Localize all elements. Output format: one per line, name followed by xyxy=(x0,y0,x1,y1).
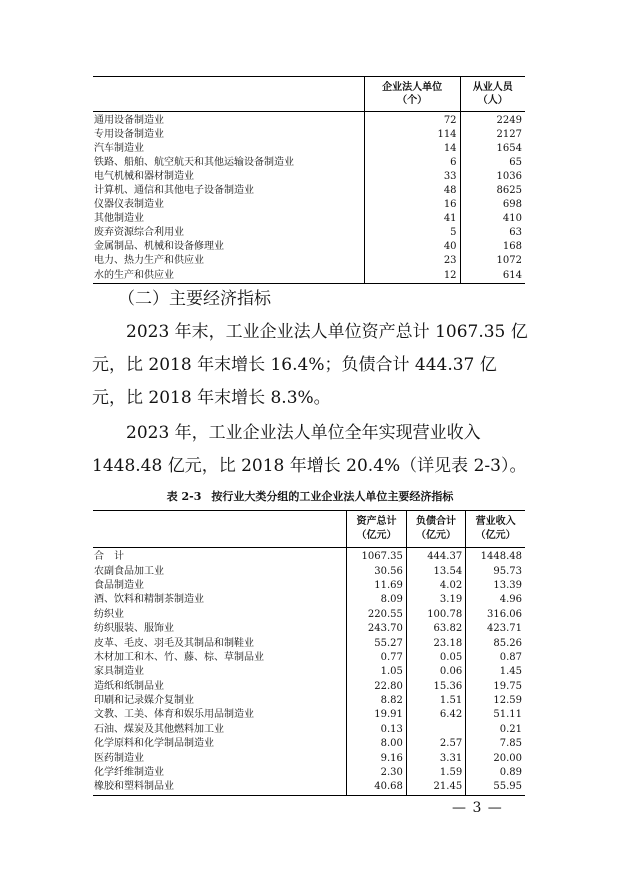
revenue-value: 316.06 xyxy=(466,608,525,622)
revenue-column-header xyxy=(466,511,525,548)
liabilities-column-header xyxy=(406,511,465,548)
table-caption-title: 按行业大类分组的工业企业法人单位主要经济指标 xyxy=(211,490,454,503)
assets-value: 22.80 xyxy=(347,680,407,694)
units-value: 23 xyxy=(364,254,460,268)
revenue-header-label: 营业收入 xyxy=(475,516,516,527)
industry-name: 石油、煤炭及其他燃料加工业 xyxy=(94,723,224,735)
table-row xyxy=(93,564,525,578)
assets-value: 220.55 xyxy=(347,608,407,622)
table-row xyxy=(93,226,525,240)
industry-column-header xyxy=(93,511,347,548)
assets-value: 30.56 xyxy=(347,564,407,578)
assets-value: 9.16 xyxy=(347,751,407,765)
table-row xyxy=(93,184,525,198)
table-row xyxy=(93,156,525,170)
table-row xyxy=(93,170,525,184)
table-row xyxy=(93,112,525,129)
table-row xyxy=(93,548,525,565)
industry-name: 家具制造业 xyxy=(94,666,144,678)
employees-value: 1654 xyxy=(460,142,525,156)
industry-name: 专用设备制造业 xyxy=(94,129,164,141)
assets-value: 8.82 xyxy=(347,694,407,708)
table-row xyxy=(93,269,525,284)
revenue-value: 55.95 xyxy=(466,780,525,795)
table-row xyxy=(93,579,525,593)
table-caption xyxy=(0,490,620,504)
employees-value: 2127 xyxy=(460,128,525,142)
section-heading: （二）主要经济指标 xyxy=(118,289,271,309)
industry-name: 通用设备制造业 xyxy=(94,115,164,127)
liabilities-value: 6.42 xyxy=(406,708,465,722)
industry-name: 电气机械和器材制造业 xyxy=(94,171,194,183)
table-row xyxy=(93,751,525,765)
liabilities-value xyxy=(406,723,465,737)
liabilities-value: 3.19 xyxy=(406,593,465,607)
page-number: — 3 — xyxy=(452,800,503,816)
liabilities-header-label: 负债合计 xyxy=(416,516,457,527)
liabilities-value: 21.45 xyxy=(406,780,465,795)
employees-value: 1036 xyxy=(460,170,525,184)
table-row xyxy=(93,608,525,622)
table-header-row xyxy=(93,511,525,548)
liabilities-value: 100.78 xyxy=(406,608,465,622)
revenue-value: 7.85 xyxy=(466,737,525,751)
employees-value: 8625 xyxy=(460,184,525,198)
employees-value: 410 xyxy=(460,212,525,226)
assets-value: 40.68 xyxy=(347,780,407,795)
table-row xyxy=(93,240,525,254)
table-row xyxy=(93,723,525,737)
employees-value: 65 xyxy=(460,156,525,170)
assets-value: 1.05 xyxy=(347,665,407,679)
assets-value: 2.30 xyxy=(347,766,407,780)
units-value: 72 xyxy=(364,112,460,129)
liabilities-value: 0.05 xyxy=(406,651,465,665)
industry-employment-table xyxy=(93,76,525,284)
industry-name: 酒、饮料和精制茶制造业 xyxy=(94,594,204,606)
units-header-label: 企业法人单位 xyxy=(382,82,443,93)
industry-name: 汽车制造业 xyxy=(94,143,144,155)
liabilities-value: 1.51 xyxy=(406,694,465,708)
units-value: 5 xyxy=(364,226,460,240)
industry-name: 橡胶和塑料制品业 xyxy=(93,780,347,795)
industry-column-header xyxy=(93,77,364,112)
table-header-row xyxy=(93,77,525,112)
units-value: 16 xyxy=(364,198,460,212)
units-value: 48 xyxy=(364,184,460,198)
assets-value: 243.70 xyxy=(347,622,407,636)
employees-value: 63 xyxy=(460,226,525,240)
industry-name: 电力、热力生产和供应业 xyxy=(94,255,204,267)
industry-name: 金属制品、机械和设备修理业 xyxy=(94,241,224,253)
employees-value: 614 xyxy=(460,269,525,284)
industry-name: 仪器仪表制造业 xyxy=(94,199,164,211)
revenue-value: 0.89 xyxy=(466,766,525,780)
table-row xyxy=(93,780,525,795)
assets-value: 0.13 xyxy=(347,723,407,737)
revenue-value: 1.45 xyxy=(466,665,525,679)
industry-name: 文教、工美、体育和娱乐用品制造业 xyxy=(94,709,254,721)
table-row xyxy=(93,651,525,665)
table-row xyxy=(93,142,525,156)
units-column-header xyxy=(364,77,460,112)
employees-header-unit: （人） xyxy=(477,95,508,106)
assets-value: 8.09 xyxy=(347,593,407,607)
liabilities-value: 0.06 xyxy=(406,665,465,679)
industry-name: 合 计 xyxy=(94,551,124,563)
revenue-value: 1448.48 xyxy=(466,548,525,565)
liabilities-value: 3.31 xyxy=(406,751,465,765)
employees-value: 2249 xyxy=(460,112,525,129)
table-caption-number: 表 2-3 xyxy=(166,490,202,503)
assets-value: 0.77 xyxy=(347,651,407,665)
table-row xyxy=(93,708,525,722)
industry-name: 木材加工和木、竹、藤、棕、草制品业 xyxy=(94,651,264,663)
assets-header-label: 资产总计 xyxy=(356,516,397,527)
assets-value: 8.00 xyxy=(347,737,407,751)
industry-name: 其他制造业 xyxy=(94,213,144,225)
revenue-value: 4.96 xyxy=(466,593,525,607)
industry-name: 皮革、毛皮、羽毛及其制品和制鞋业 xyxy=(94,637,254,649)
revenue-value: 19.75 xyxy=(466,680,525,694)
revenue-value: 12.59 xyxy=(466,694,525,708)
industry-name: 化学纤维制造业 xyxy=(94,767,164,779)
industry-name: 纺织服装、服饰业 xyxy=(94,623,174,635)
industry-name: 计算机、通信和其他电子设备制造业 xyxy=(94,185,254,197)
table-row xyxy=(93,737,525,751)
industry-name: 废弃资源综合利用业 xyxy=(94,227,184,239)
liabilities-value: 4.02 xyxy=(406,579,465,593)
employees-column-header xyxy=(460,77,525,112)
industry-name: 造纸和纸制品业 xyxy=(94,680,164,692)
revenue-value: 95.73 xyxy=(466,564,525,578)
industry-name: 纺织业 xyxy=(94,608,124,620)
employees-value: 168 xyxy=(460,240,525,254)
assets-value: 11.69 xyxy=(347,579,407,593)
revenue-value: 20.00 xyxy=(466,751,525,765)
employees-value: 698 xyxy=(460,198,525,212)
revenue-paragraph: 2023 年，工业企业法人单位全年实现营业收入 1448.48 亿元，比 2018 年增长 20.4%（详见表 2-3）。 xyxy=(92,423,527,476)
liabilities-value: 23.18 xyxy=(406,636,465,650)
units-value: 6 xyxy=(364,156,460,170)
table-row xyxy=(93,766,525,780)
units-value: 14 xyxy=(364,142,460,156)
assets-header-unit: （亿元） xyxy=(356,530,397,541)
table-row xyxy=(93,198,525,212)
industry-name: 医药制造业 xyxy=(94,752,144,764)
assets-value: 55.27 xyxy=(347,636,407,650)
revenue-value: 85.26 xyxy=(466,636,525,650)
assets-value: 19.91 xyxy=(347,708,407,722)
table-row xyxy=(93,665,525,679)
revenue-value: 423.71 xyxy=(466,622,525,636)
revenue-value: 0.21 xyxy=(466,723,525,737)
liabilities-value: 15.36 xyxy=(406,680,465,694)
units-value: 33 xyxy=(364,170,460,184)
units-value: 12 xyxy=(364,269,460,284)
employees-header-label: 从业人员 xyxy=(472,82,513,93)
table-row xyxy=(93,212,525,226)
table-row xyxy=(93,636,525,650)
table-row xyxy=(93,680,525,694)
units-value: 40 xyxy=(364,240,460,254)
units-value: 114 xyxy=(364,128,460,142)
revenue-value: 0.87 xyxy=(466,651,525,665)
economic-indicators-table xyxy=(93,510,525,796)
liabilities-value: 13.54 xyxy=(406,564,465,578)
assets-value: 1067.35 xyxy=(347,548,407,565)
table-row xyxy=(93,694,525,708)
table-row xyxy=(93,593,525,607)
industry-name: 食品制造业 xyxy=(94,579,144,591)
revenue-value: 51.11 xyxy=(466,708,525,722)
revenue-header-unit: （亿元） xyxy=(475,530,516,541)
industry-name: 铁路、船舶、航空航天和其他运输设备制造业 xyxy=(94,157,294,169)
industry-name: 化学原料和化学制品制造业 xyxy=(94,738,214,750)
liabilities-header-unit: （亿元） xyxy=(416,530,457,541)
table-row xyxy=(93,254,525,268)
assets-column-header xyxy=(347,511,407,548)
revenue-value: 13.39 xyxy=(466,579,525,593)
table-row xyxy=(93,622,525,636)
liabilities-value: 2.57 xyxy=(406,737,465,751)
liabilities-value: 444.37 xyxy=(406,548,465,565)
employees-value: 1072 xyxy=(460,254,525,268)
table-row xyxy=(93,128,525,142)
industry-name: 农副食品加工业 xyxy=(94,565,164,577)
liabilities-value: 63.82 xyxy=(406,622,465,636)
assets-paragraph: 2023 年末，工业企业法人单位资产总计 1067.35 亿元，比 2018 年末增长 16.4%；负债合计 444.37 亿元，比 2018 年末增长 8.3%。 xyxy=(92,322,528,408)
units-header-unit: （个） xyxy=(397,95,428,106)
liabilities-value: 1.59 xyxy=(406,766,465,780)
industry-name: 水的生产和供应业 xyxy=(93,269,364,284)
units-value: 41 xyxy=(364,212,460,226)
industry-name: 印刷和记录媒介复制业 xyxy=(94,695,194,707)
